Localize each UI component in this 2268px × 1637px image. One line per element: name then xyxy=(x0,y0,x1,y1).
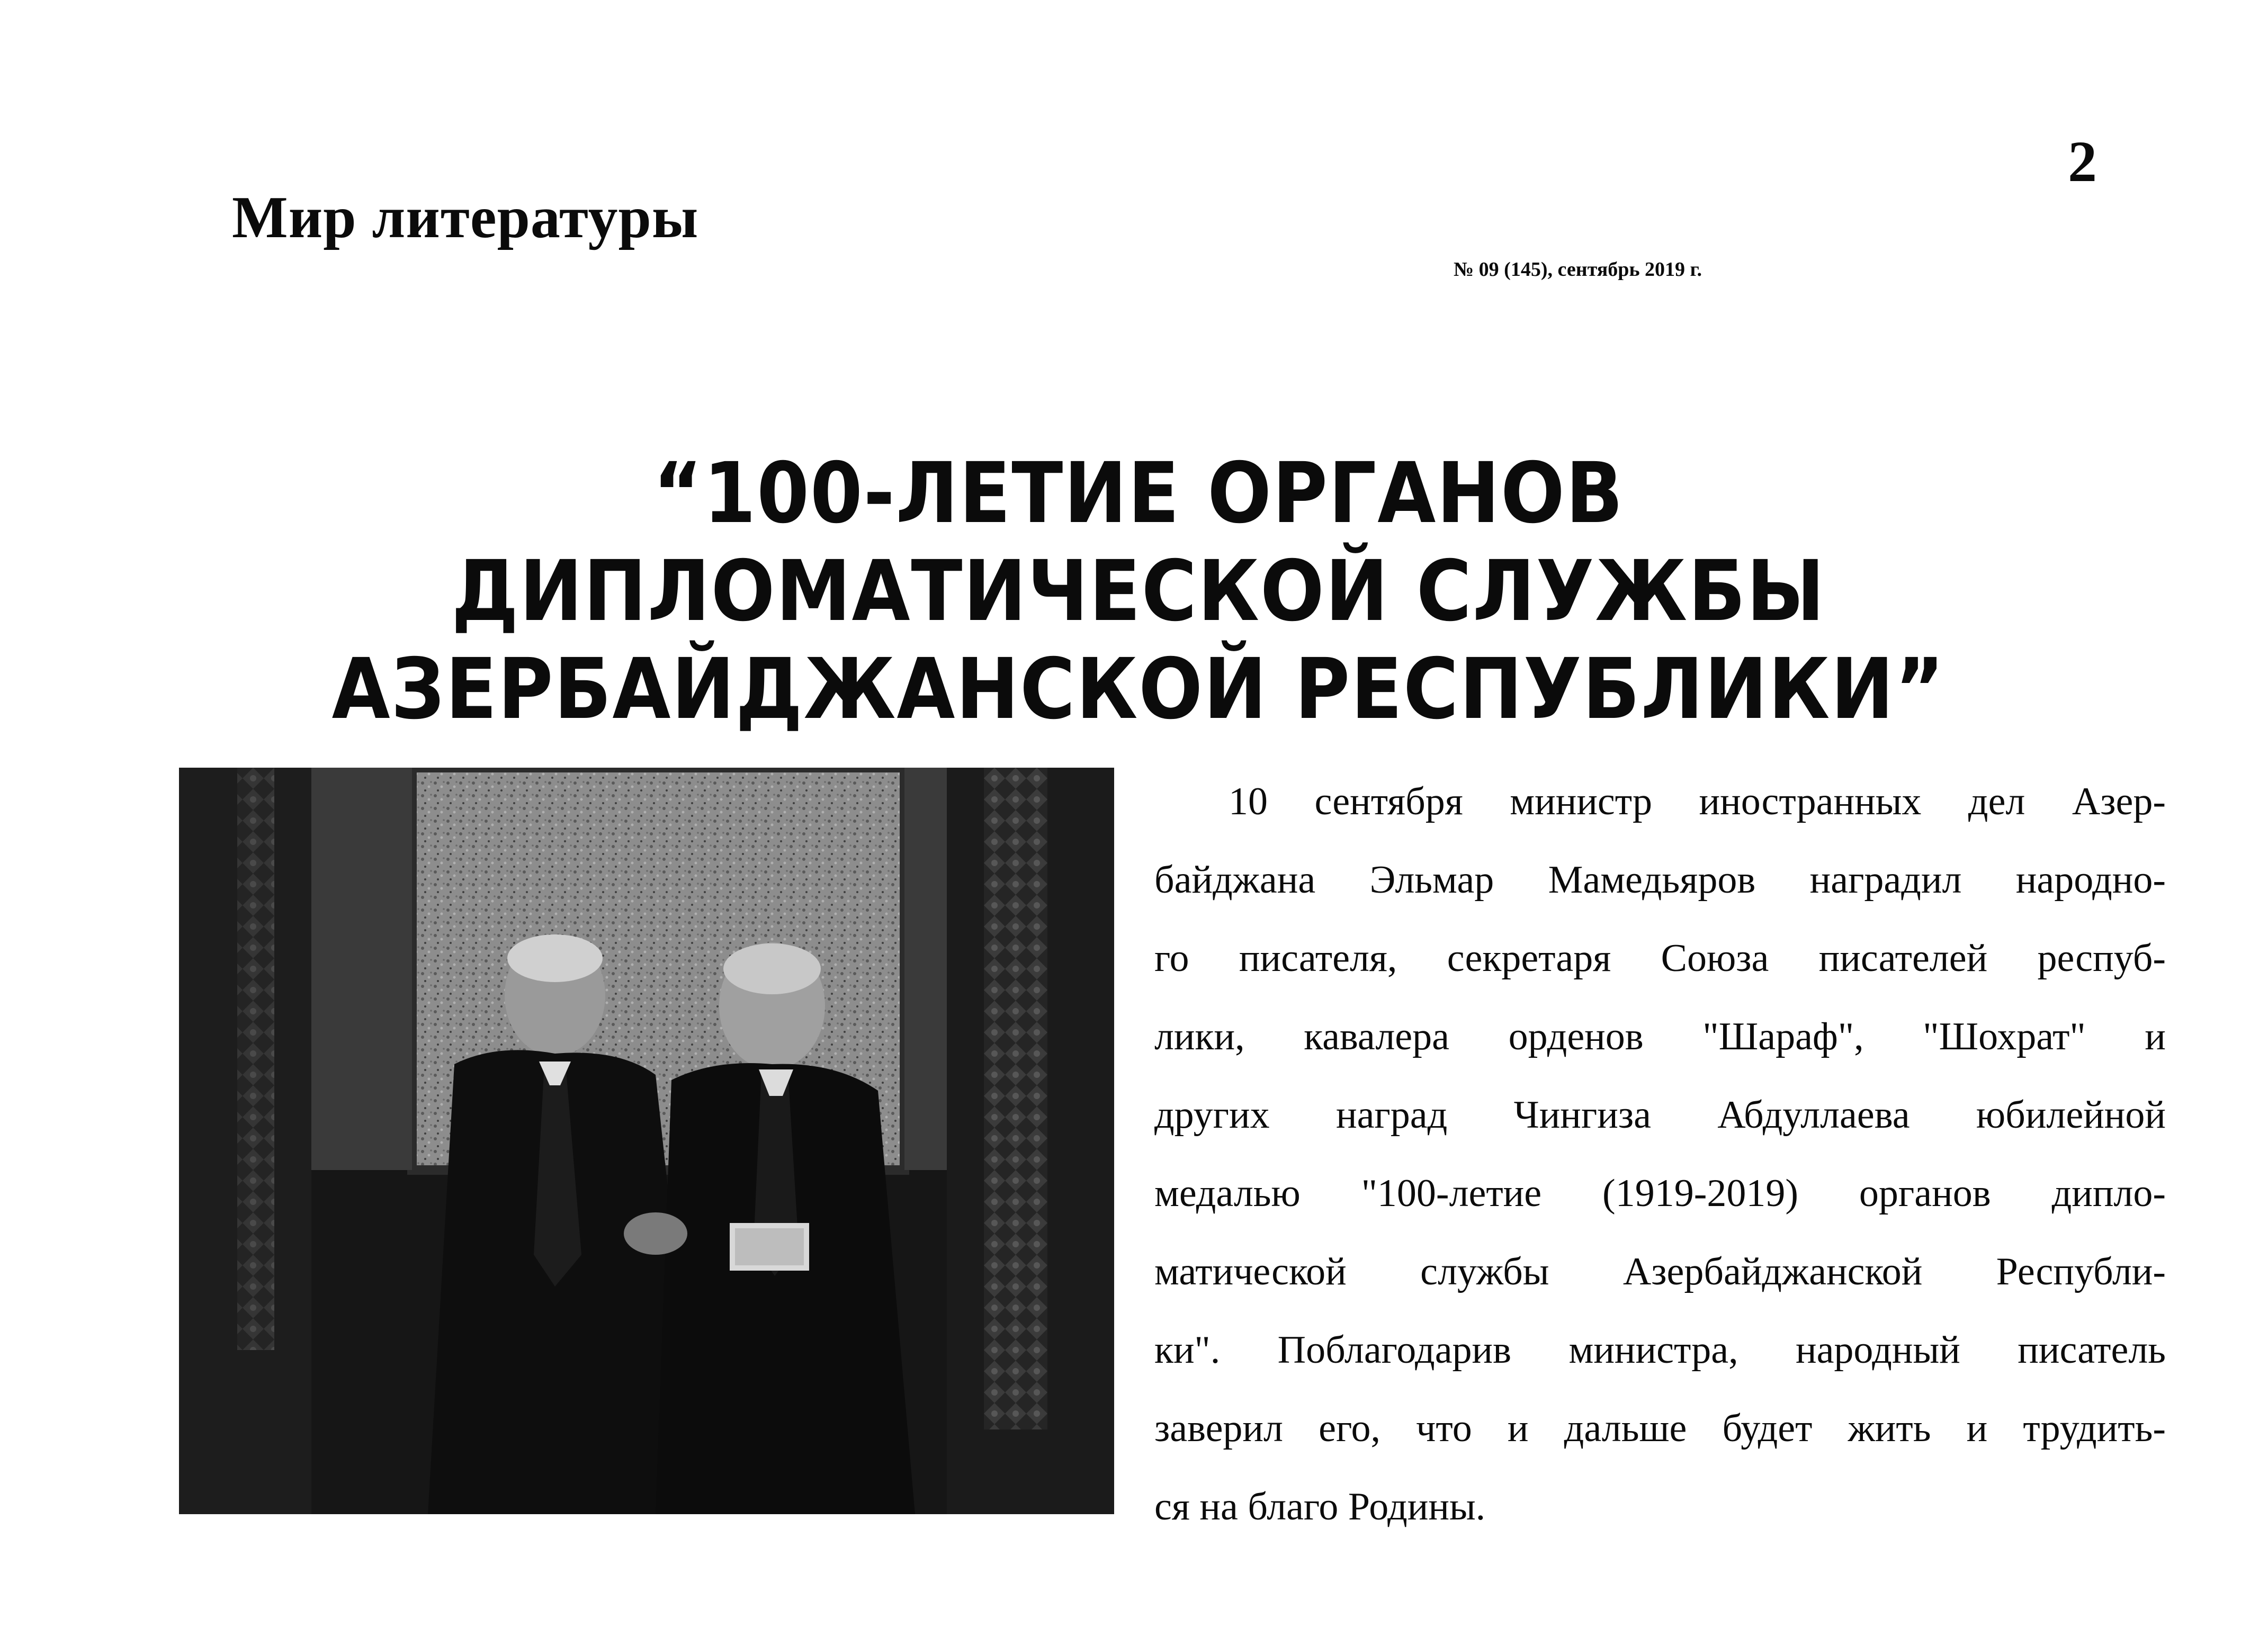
headline-line-2: АЗЕРБАЙДЖАНСКОЙ РЕСПУБЛИКИ” xyxy=(331,640,1946,738)
article-line: заверил его, что и дальше будет жить и трудить- xyxy=(1154,1407,2166,1450)
photo-handshake xyxy=(624,1212,687,1255)
article-line: медалью "100-летие (1919-2019) органов дипло- xyxy=(1154,1172,2166,1215)
issue-info: № 09 (145), сентябрь 2019 г. xyxy=(1454,258,1702,281)
article-line: ся на благо Родины. xyxy=(1154,1485,1486,1528)
photo-two-men-handshake-icon xyxy=(179,768,1114,1514)
article-line: ки". Поблагодарив министра, народный писатель xyxy=(1154,1328,2166,1372)
article-line: байджана Эльмар Мамедьяров наградил народно- xyxy=(1154,858,2166,902)
article-line: го писателя, секретаря Союза писателей респуб- xyxy=(1154,937,2166,980)
article-photo xyxy=(179,768,1114,1514)
publication-title: Мир литературы xyxy=(232,185,699,250)
article-line: матической службы Азербайджанской Республи- xyxy=(1154,1250,2166,1293)
article-line: лики, кавалера орденов "Шараф", "Шохрат" и xyxy=(1154,1015,2166,1058)
article-body xyxy=(1154,762,2166,1546)
page-number: 2 xyxy=(2068,129,2097,194)
headline xyxy=(257,445,2020,739)
article-line: 10 сентября министр иностранных дел Азер- xyxy=(1229,780,2166,823)
headline-line-1: “100-ЛЕТИЕ ОРГАНОВ ДИПЛОМАТИЧЕСКОЙ СЛУЖБЫ xyxy=(451,445,1826,640)
article-line: других наград Чингиза Абдуллаева юбилейной xyxy=(1154,1093,2166,1137)
